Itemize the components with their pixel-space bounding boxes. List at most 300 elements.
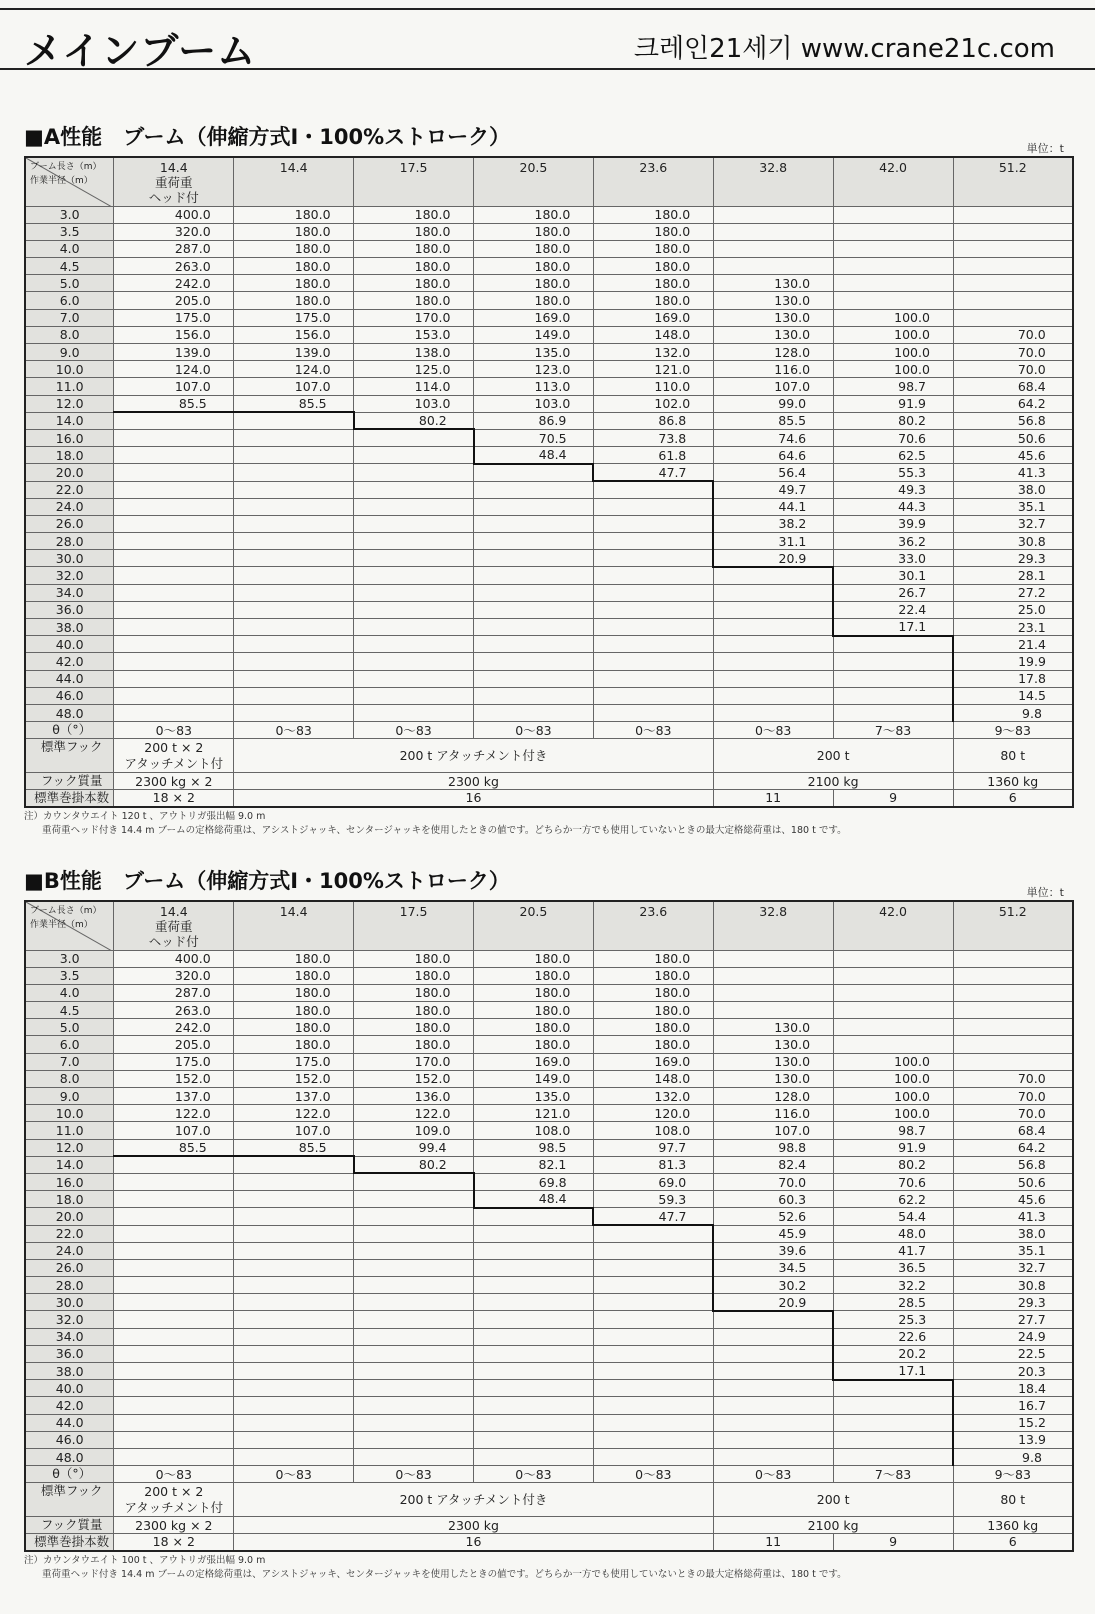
capacity-cell [114, 636, 234, 653]
table-row [25, 1105, 1073, 1122]
capacity-cell [713, 984, 833, 1001]
radius-cell: 46.0 [25, 687, 114, 704]
capacity-cell [833, 653, 953, 670]
capacity-cell [114, 1397, 234, 1414]
theta-cell: 0～83 [114, 722, 234, 739]
capacity-cell [234, 1380, 354, 1397]
capacity-cell [474, 481, 594, 498]
table-row [25, 1088, 1073, 1105]
table-row [25, 1259, 1073, 1276]
note-line: 注）カウンタウエイト 100 t 、アウトリガ張出幅 9.0 m [24, 1554, 266, 1566]
capacity-cell: 47.7 [593, 464, 713, 481]
capacity-cell [354, 636, 474, 653]
capacity-cell [354, 515, 474, 532]
capacity-cell [114, 1294, 234, 1311]
capacity-cell: 39.6 [713, 1242, 833, 1259]
capacity-cell: 152.0 [114, 1070, 234, 1087]
table-row [25, 1002, 1073, 1019]
parts-cell: 18 × 2 [114, 790, 234, 807]
capacity-cell: 38.2 [713, 515, 833, 532]
radius-cell: 4.5 [25, 258, 114, 275]
capacity-cell [593, 1242, 713, 1259]
table-row [25, 1173, 1073, 1190]
capacity-cell: 400.0 [114, 206, 234, 223]
parts-cell: 16 [234, 790, 714, 807]
capacity-cell: 64.6 [713, 447, 833, 464]
capacity-cell [713, 1414, 833, 1431]
capacity-cell: 59.3 [593, 1191, 713, 1208]
capacity-cell: 52.6 [713, 1208, 833, 1225]
radius-cell: 3.5 [25, 967, 114, 984]
capacity-cell [354, 481, 474, 498]
capacity-cell: 56.8 [953, 412, 1073, 429]
capacity-cell: 180.0 [593, 984, 713, 1001]
capacity-cell [474, 1345, 594, 1362]
radius-cell: 5.0 [25, 1019, 114, 1036]
radius-cell: 30.0 [25, 550, 114, 567]
capacity-cell: 169.0 [593, 1053, 713, 1070]
capacity-cell [354, 687, 474, 704]
theta-cell: 7～83 [833, 722, 953, 739]
capacity-cell [474, 550, 594, 567]
capacity-cell [713, 950, 833, 967]
capacity-cell [593, 636, 713, 653]
capacity-cell [713, 704, 833, 721]
capacity-cell [593, 550, 713, 567]
capacity-cell: 122.0 [234, 1105, 354, 1122]
parts-label: 標準巻掛本数 [25, 790, 114, 807]
capacity-cell [234, 498, 354, 515]
capacity-cell [593, 1277, 713, 1294]
capacity-cell: 45.6 [953, 447, 1073, 464]
capacity-cell: 180.0 [234, 240, 354, 257]
radius-cell: 22.0 [25, 481, 114, 498]
capacity-cell [833, 704, 953, 721]
capacity-cell [474, 1431, 594, 1448]
capacity-cell [234, 429, 354, 446]
radius-cell: 3.5 [25, 223, 114, 240]
capacity-cell: 180.0 [234, 206, 354, 223]
hook-cell: 200 t アタッチメント付き [234, 1483, 714, 1517]
section-title: ■B性能 ブーム（伸縮方式Ⅰ・100%ストローク） [24, 869, 510, 893]
capacity-cell: 124.0 [234, 361, 354, 378]
capacity-cell [234, 704, 354, 721]
capacity-cell [593, 1363, 713, 1380]
capacity-cell [114, 584, 234, 601]
capacity-cell: 113.0 [474, 378, 594, 395]
capacity-cell [354, 1277, 474, 1294]
capacity-cell [354, 1191, 474, 1208]
table-row [25, 395, 1073, 412]
capacity-cell [114, 412, 234, 429]
capacity-cell: 20.2 [833, 1345, 953, 1362]
capacity-cell: 27.2 [953, 584, 1073, 601]
capacity-cell [833, 1002, 953, 1019]
capacity-cell [713, 567, 833, 584]
capacity-cell: 9.8 [953, 1448, 1073, 1465]
radius-cell: 26.0 [25, 515, 114, 532]
capacity-cell: 136.0 [354, 1088, 474, 1105]
capacity-cell [234, 1431, 354, 1448]
capacity-cell [114, 670, 234, 687]
radius-cell: 6.0 [25, 292, 114, 309]
header-row [25, 157, 1073, 206]
capacity-cell: 137.0 [234, 1088, 354, 1105]
capacity-cell [593, 515, 713, 532]
radius-cell: 44.0 [25, 670, 114, 687]
capacity-cell: 100.0 [833, 326, 953, 343]
capacity-cell: 69.0 [593, 1173, 713, 1190]
capacity-cell: 17.1 [833, 1363, 953, 1380]
capacity-cell: 156.0 [234, 326, 354, 343]
radius-cell: 11.0 [25, 1122, 114, 1139]
capacity-cell [593, 533, 713, 550]
capacity-cell: 152.0 [354, 1070, 474, 1087]
table-row [25, 412, 1073, 429]
capacity-cell: 85.5 [234, 1139, 354, 1156]
capacity-cell [593, 1311, 713, 1328]
radius-cell: 14.0 [25, 412, 114, 429]
boom-length-header: 42.0 [833, 901, 953, 950]
table-row [25, 670, 1073, 687]
capacity-cell: 320.0 [114, 967, 234, 984]
capacity-cell: 205.0 [114, 1036, 234, 1053]
mass-cell: 2300 kg × 2 [114, 1517, 234, 1534]
boom-length-header: 14.4 [234, 157, 354, 206]
theta-cell: 0～83 [234, 722, 354, 739]
capacity-cell: 124.0 [114, 361, 234, 378]
capacity-cell: 26.7 [833, 584, 953, 601]
load-chart-table [24, 156, 1074, 808]
capacity-cell: 148.0 [593, 326, 713, 343]
capacity-cell [833, 292, 953, 309]
capacity-cell [474, 687, 594, 704]
capacity-cell: 180.0 [354, 1019, 474, 1036]
hook-cell: 200 t [713, 739, 953, 773]
capacity-cell: 30.8 [953, 533, 1073, 550]
capacity-cell: 99.4 [354, 1139, 474, 1156]
table-row [25, 309, 1073, 326]
capacity-cell: 122.0 [114, 1105, 234, 1122]
capacity-cell: 138.0 [354, 344, 474, 361]
capacity-cell [713, 206, 833, 223]
hook-cell: 80 t [953, 1483, 1073, 1517]
capacity-cell [114, 1380, 234, 1397]
boom-length-header: 17.5 [354, 157, 474, 206]
capacity-cell [114, 464, 234, 481]
capacity-cell: 13.9 [953, 1431, 1073, 1448]
capacity-cell: 103.0 [354, 395, 474, 412]
capacity-cell: 107.0 [114, 378, 234, 395]
capacity-cell [354, 1431, 474, 1448]
mass-cell: 2100 kg [713, 773, 953, 790]
table-row [25, 464, 1073, 481]
table-row [25, 361, 1073, 378]
boom-length-header: 14.4 重荷重 ヘッド付 [114, 901, 234, 950]
capacity-cell: 180.0 [234, 1036, 354, 1053]
radius-cell: 6.0 [25, 1036, 114, 1053]
capacity-cell [833, 1019, 953, 1036]
page-header [0, 8, 1095, 73]
hook-mass-row [25, 1517, 1073, 1534]
capacity-cell [114, 481, 234, 498]
capacity-cell: 56.4 [713, 464, 833, 481]
capacity-cell: 70.0 [713, 1173, 833, 1190]
capacity-cell [953, 275, 1073, 292]
radius-cell: 9.0 [25, 344, 114, 361]
capacity-cell: 169.0 [474, 309, 594, 326]
capacity-cell: 20.9 [713, 550, 833, 567]
capacity-cell: 25.3 [833, 1311, 953, 1328]
capacity-cell: 121.0 [474, 1105, 594, 1122]
table-row [25, 1448, 1073, 1465]
capacity-cell [953, 240, 1073, 257]
capacity-cell: 91.9 [833, 395, 953, 412]
capacity-cell: 80.2 [833, 412, 953, 429]
capacity-cell: 180.0 [474, 984, 594, 1001]
capacity-cell [593, 1397, 713, 1414]
capacity-cell [114, 447, 234, 464]
capacity-cell [354, 1414, 474, 1431]
capacity-cell [713, 1311, 833, 1328]
table-row [25, 601, 1073, 618]
capacity-cell: 100.0 [833, 309, 953, 326]
table-row [25, 1036, 1073, 1053]
theta-cell: 0～83 [593, 1466, 713, 1483]
capacity-cell: 107.0 [234, 378, 354, 395]
capacity-cell: 153.0 [354, 326, 474, 343]
capacity-cell [713, 601, 833, 618]
table-row [25, 378, 1073, 395]
capacity-cell [114, 1156, 234, 1173]
radius-cell: 36.0 [25, 601, 114, 618]
capacity-cell: 70.0 [953, 1088, 1073, 1105]
capacity-cell: 28.5 [833, 1294, 953, 1311]
radius-cell: 9.0 [25, 1088, 114, 1105]
capacity-cell: 205.0 [114, 292, 234, 309]
table-row [25, 967, 1073, 984]
capacity-cell [234, 653, 354, 670]
capacity-cell: 81.3 [593, 1156, 713, 1173]
capacity-cell: 85.5 [234, 395, 354, 412]
radius-cell: 8.0 [25, 1070, 114, 1087]
capacity-cell [593, 1448, 713, 1465]
capacity-cell [474, 653, 594, 670]
capacity-cell [593, 481, 713, 498]
capacity-cell: 109.0 [354, 1122, 474, 1139]
table-row [25, 950, 1073, 967]
table-row [25, 1328, 1073, 1345]
capacity-cell: 137.0 [114, 1088, 234, 1105]
capacity-cell: 110.0 [593, 378, 713, 395]
capacity-cell: 180.0 [234, 292, 354, 309]
capacity-cell: 85.5 [114, 395, 234, 412]
capacity-cell: 29.3 [953, 550, 1073, 567]
radius-cell: 46.0 [25, 1431, 114, 1448]
capacity-cell [474, 1277, 594, 1294]
theta-cell: 7～83 [833, 1466, 953, 1483]
capacity-cell: 98.7 [833, 378, 953, 395]
capacity-cell [713, 1002, 833, 1019]
boom-length-label: ブーム長さ（m） [30, 162, 102, 172]
capacity-cell: 103.0 [474, 395, 594, 412]
capacity-cell: 130.0 [713, 1019, 833, 1036]
hook-label: 標準フック [25, 739, 114, 773]
capacity-cell: 180.0 [593, 950, 713, 967]
capacity-cell [713, 258, 833, 275]
mass-label: フック質量 [25, 773, 114, 790]
capacity-cell [234, 567, 354, 584]
capacity-cell [474, 1294, 594, 1311]
capacity-cell [953, 258, 1073, 275]
table-row [25, 1311, 1073, 1328]
capacity-cell [474, 584, 594, 601]
capacity-cell: 50.6 [953, 1173, 1073, 1190]
capacity-cell: 20.3 [953, 1363, 1073, 1380]
capacity-cell [593, 601, 713, 618]
table-row [25, 1345, 1073, 1362]
table-row [25, 1397, 1073, 1414]
capacity-cell [474, 1380, 594, 1397]
capacity-cell [953, 1019, 1073, 1036]
capacity-cell: 60.3 [713, 1191, 833, 1208]
table-row [25, 1208, 1073, 1225]
radius-cell: 32.0 [25, 567, 114, 584]
radius-cell: 3.0 [25, 206, 114, 223]
capacity-cell: 149.0 [474, 1070, 594, 1087]
parts-cell: 11 [713, 790, 833, 807]
capacity-cell [713, 223, 833, 240]
capacity-cell: 180.0 [474, 258, 594, 275]
radius-cell: 20.0 [25, 1208, 114, 1225]
capacity-cell: 180.0 [234, 950, 354, 967]
capacity-cell: 24.9 [953, 1328, 1073, 1345]
capacity-cell: 169.0 [474, 1053, 594, 1070]
capacity-cell: 170.0 [354, 1053, 474, 1070]
parts-of-line-row [25, 790, 1073, 807]
capacity-cell [114, 1191, 234, 1208]
unit-label: 単位：t [1026, 142, 1064, 155]
radius-cell: 16.0 [25, 429, 114, 446]
capacity-cell [713, 653, 833, 670]
capacity-cell [234, 481, 354, 498]
mass-label: フック質量 [25, 1517, 114, 1534]
radius-cell: 12.0 [25, 1139, 114, 1156]
capacity-cell [713, 670, 833, 687]
table-row [25, 275, 1073, 292]
capacity-cell: 169.0 [593, 309, 713, 326]
capacity-cell: 114.0 [354, 378, 474, 395]
capacity-cell: 56.8 [953, 1156, 1073, 1173]
table-row [25, 1225, 1073, 1242]
capacity-cell [474, 1414, 594, 1431]
capacity-cell [114, 1328, 234, 1345]
radius-cell: 42.0 [25, 653, 114, 670]
table-row [25, 1156, 1073, 1173]
section-a-performance [24, 122, 1074, 838]
capacity-cell [354, 1311, 474, 1328]
boom-length-header: 51.2 [953, 901, 1073, 950]
capacity-cell: 30.2 [713, 1277, 833, 1294]
table-row [25, 240, 1073, 257]
radius-cell: 18.0 [25, 447, 114, 464]
capacity-cell: 100.0 [833, 1105, 953, 1122]
table-row [25, 447, 1073, 464]
capacity-cell: 27.7 [953, 1311, 1073, 1328]
capacity-cell: 80.2 [354, 412, 474, 429]
site-watermark: 크레인21세기 www.crane21c.com [633, 34, 1055, 64]
capacity-cell [354, 1448, 474, 1465]
page-title: メインブーム [24, 29, 257, 73]
parts-cell: 16 [234, 1534, 714, 1551]
capacity-cell: 180.0 [593, 223, 713, 240]
radius-cell: 30.0 [25, 1294, 114, 1311]
capacity-cell: 100.0 [833, 361, 953, 378]
capacity-cell [354, 464, 474, 481]
radius-cell: 24.0 [25, 1242, 114, 1259]
capacity-cell [354, 670, 474, 687]
capacity-cell [833, 223, 953, 240]
capacity-cell [713, 1448, 833, 1465]
capacity-cell: 82.1 [474, 1156, 594, 1173]
capacity-cell [953, 223, 1073, 240]
capacity-cell: 100.0 [833, 1088, 953, 1105]
capacity-cell: 121.0 [593, 361, 713, 378]
capacity-cell [114, 704, 234, 721]
capacity-cell: 108.0 [474, 1122, 594, 1139]
radius-cell: 3.0 [25, 950, 114, 967]
capacity-cell: 180.0 [593, 292, 713, 309]
boom-length-header: 14.4 重荷重 ヘッド付 [114, 157, 234, 206]
capacity-cell [953, 206, 1073, 223]
capacity-cell [593, 1294, 713, 1311]
capacity-cell [234, 1397, 354, 1414]
capacity-cell [474, 464, 594, 481]
capacity-cell: 32.7 [953, 515, 1073, 532]
capacity-cell: 28.1 [953, 567, 1073, 584]
parts-cell: 9 [833, 1534, 953, 1551]
capacity-cell: 180.0 [354, 950, 474, 967]
capacity-cell: 16.7 [953, 1397, 1073, 1414]
capacity-cell: 80.2 [354, 1156, 474, 1173]
theta-row [25, 1466, 1073, 1483]
capacity-cell [114, 1311, 234, 1328]
table-row [25, 1053, 1073, 1070]
capacity-cell [953, 1053, 1073, 1070]
capacity-cell: 175.0 [234, 1053, 354, 1070]
radius-cell: 28.0 [25, 533, 114, 550]
table-row [25, 1431, 1073, 1448]
capacity-cell: 130.0 [713, 1053, 833, 1070]
capacity-cell [354, 533, 474, 550]
capacity-cell [234, 619, 354, 636]
capacity-cell [833, 984, 953, 1001]
capacity-cell: 180.0 [234, 1002, 354, 1019]
mass-cell: 2300 kg [234, 1517, 714, 1534]
capacity-cell: 180.0 [354, 275, 474, 292]
header-row [25, 901, 1073, 950]
theta-cell: 0～83 [234, 1466, 354, 1483]
parts-cell: 6 [953, 790, 1073, 807]
radius-cell: 24.0 [25, 498, 114, 515]
capacity-cell [953, 1002, 1073, 1019]
capacity-cell: 25.0 [953, 601, 1073, 618]
table-row [25, 704, 1073, 721]
table-row [25, 584, 1073, 601]
capacity-cell: 38.0 [953, 1225, 1073, 1242]
theta-cell: 0～83 [713, 1466, 833, 1483]
capacity-cell: 64.2 [953, 395, 1073, 412]
